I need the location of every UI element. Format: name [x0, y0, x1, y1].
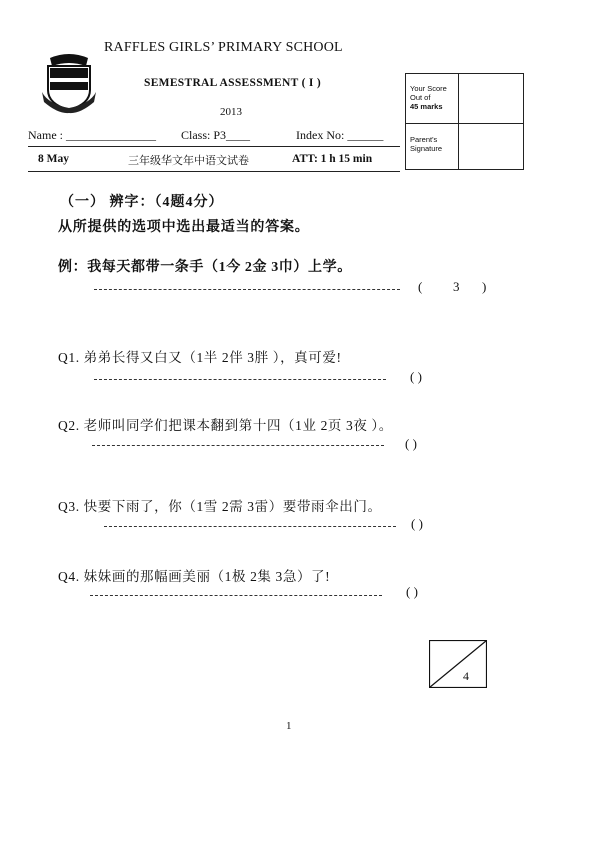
question-text: Q3. 快要下雨了，你（1雪 2需 3雷）要带雨伞出门。	[58, 499, 382, 514]
school-crest-logo	[40, 52, 98, 114]
example-answer: 3	[453, 279, 460, 294]
example-question: 例：我每天都带一条手（1今 2金 3巾）上学。	[58, 260, 352, 275]
answer-line	[94, 289, 400, 290]
page-number: 1	[286, 720, 292, 732]
header-divider-top	[28, 146, 400, 147]
name-field-label: Name : _______________	[28, 128, 156, 142]
answer-bracket[interactable]: ( )	[410, 369, 422, 384]
class-field-label: Class: P3____	[181, 128, 251, 142]
assessment-title: SEMESTRAL ASSESSMENT ( I )	[144, 77, 321, 89]
section-total-marks: 4	[463, 669, 469, 683]
score-box	[405, 73, 524, 170]
answer-line	[90, 595, 382, 596]
exam-date: 8 May	[38, 153, 69, 165]
answer-line	[104, 526, 396, 527]
example-bracket-close: )	[482, 279, 487, 294]
exam-duration: ATT: 1 h 15 min	[292, 153, 373, 165]
index-field-label: Index No: ______	[296, 128, 384, 142]
school-name: RAFFLES GIRLS’ PRIMARY SCHOOL	[104, 40, 343, 55]
answer-line	[92, 445, 384, 446]
section-instruction: 从所提供的选项中选出最适当的答案。	[58, 220, 310, 235]
answer-bracket[interactable]: ( )	[406, 584, 418, 599]
parent-signature-label: Parent's Signature	[410, 135, 443, 153]
answer-line	[94, 379, 386, 380]
question-text: Q4. 妹妹画的那幅画美丽（1极 2集 3急）了!	[58, 569, 331, 584]
question-text: Q1. 弟弟长得又白又（1半 2伴 3胖 ），真可爱!	[58, 350, 342, 365]
example-bracket-open: (	[418, 279, 423, 294]
assessment-year: 2013	[220, 106, 242, 118]
question-text: Q2. 老师叫同学们把课本翻到第十四（1业 2页 3夜 ）。	[58, 418, 393, 433]
score-label: Your Score Out of 45 marks	[410, 84, 447, 111]
answer-bracket[interactable]: ( )	[405, 436, 417, 451]
paper-title: 三年级华文年中语文试卷	[128, 155, 249, 167]
answer-bracket[interactable]: ( )	[411, 516, 423, 531]
section-title: （一） 辨字：（4题4分）	[60, 195, 224, 210]
section-score-box	[429, 640, 487, 688]
score-marks: 45 marks	[410, 102, 443, 111]
header-divider-bottom	[28, 171, 400, 172]
